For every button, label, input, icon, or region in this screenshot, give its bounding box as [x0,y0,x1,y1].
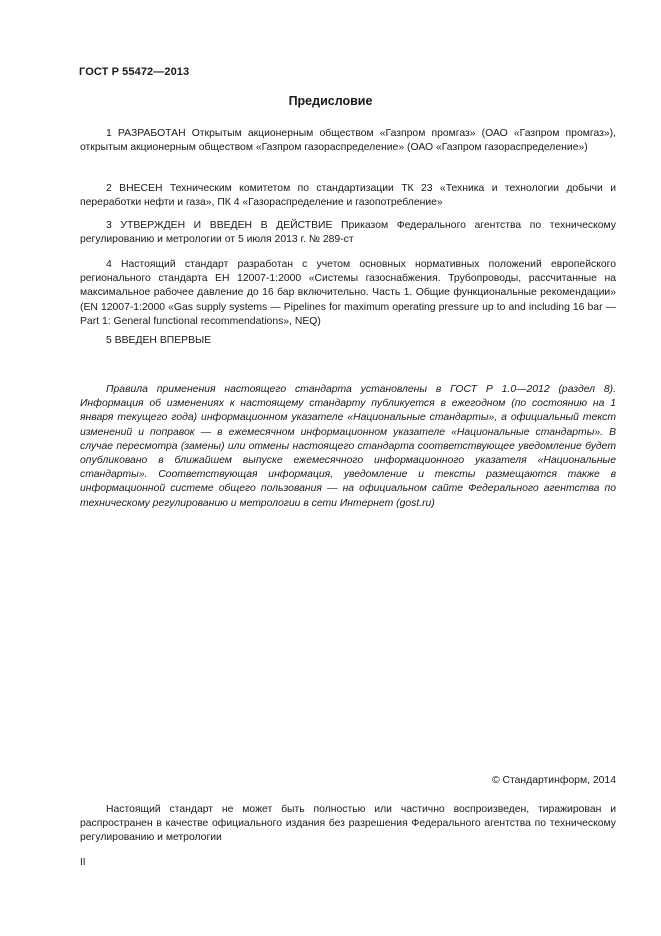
paragraph-introduced-by: 2 ВНЕСЕН Техническим комитетом по стандартизации ТК 23 «Техника и технологии добычи и переработки нефти и газа», ПК 4 «Газораспределение и газопотребление» [80,183,616,209]
reproduction-notice: Настоящий стандарт не может быть полностью или частично воспроизведен, тиражирован и распространен в качестве официального издания без разрешения Федерального агентства по техническому регулированию и метрологии [80,804,616,844]
page-number: II [80,857,86,868]
page-title: Предисловие [288,94,373,108]
paragraph-approved: 3 УТВЕРЖДЕН И ВВЕДЕН В ДЕЙСТВИЕ Приказом Федерального агентства по техническому регулированию и метрологии от 5 июля 2013 г. № 289-ст [80,220,616,246]
copyright-line: © Стандартинформ, 2014 [491,775,616,786]
application-rules-notice: Правила применения настоящего стандарта установлены в ГОСТ Р 1.0—2012 (раздел 8). Информация об изменениях к настоящему стандарту публикуется в ежегодном (по состоянию на 1 января текущего года) информационном указателе «Национальные стандарты», а официальный текст изменений и поправок — в ежемесячном информационном указателе «Национальные стандарты». В случае пересмотра (замены) или отмены настоящего стандарта соответствующее уведомление будет опубликовано в ближайшем выпуске ежемесячного информационного указателя «Национальные стандарты». Соответствующая информация, уведомление и тексты размещаются также в информационной системе общего пользования — на официальном сайте Федерального агентства по техническому регулированию и метрологии в сети Интернет (gost.ru) [80,384,616,509]
paragraph-first-introduced: 5 ВВЕДЕН ВПЕРВЫЕ [106,335,212,346]
paragraph-based-on-standard: 4 Настоящий стандарт разработан с учетом основных нормативных положений европейского регионального стандарта ЕН 12007-1:2000 «Системы газоснабжения. Трубопроводы, рассчитанные на максимальное рабочее давление до 16 бар включительно. Часть 1. Общие функциональные рекомендации» (EN 12007-1:2000 «Gas supply systems — Pipelines for maximum operating pressure up to and including 16 bar — Part 1: General functional recommendations», NEQ) [80,259,616,327]
document-code: ГОСТ Р 55472—2013 [79,66,190,78]
paragraph-developed-by: 1 РАЗРАБОТАН Открытым акционерным обществом «Газпром промгаз» (ОАО «Газпром промгаз»), открытым акционерным обществом «Газпром газораспределение» (ОАО «Газпром газораспределение») [80,128,616,154]
